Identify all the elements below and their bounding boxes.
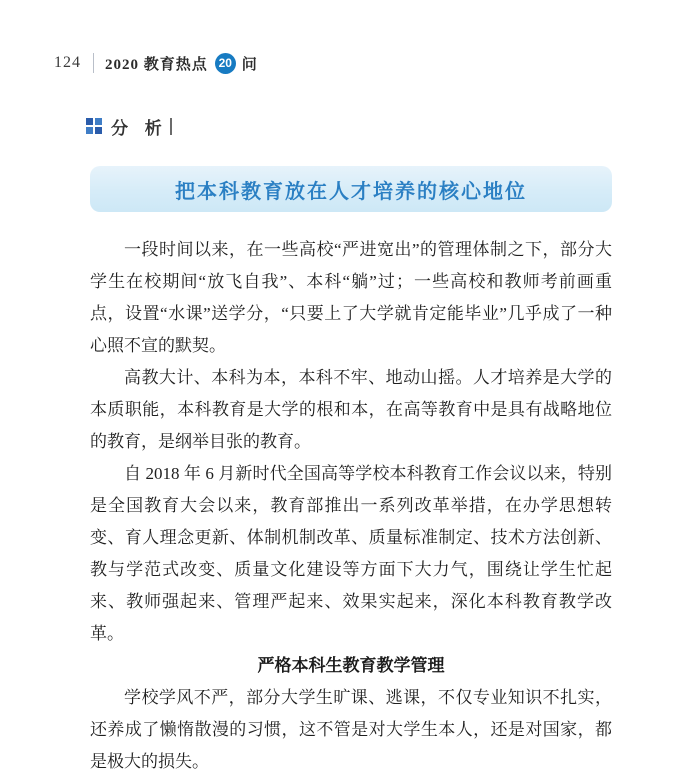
four-squares-icon bbox=[86, 118, 102, 134]
grid-square bbox=[86, 127, 93, 134]
headline-banner bbox=[90, 166, 612, 212]
page-number: 124 bbox=[54, 54, 81, 71]
paragraph: 学校学风不严，部分大学生旷课、逃课，不仅专业知识不扎实，还养成了懒惰散漫的习惯，这不管是对大学生本人，还是对国家，都是极大的损失。 bbox=[90, 688, 612, 771]
header-divider bbox=[93, 53, 94, 73]
page-header bbox=[54, 52, 257, 74]
badge-20-icon: 20 bbox=[215, 53, 236, 74]
paragraph: 自 2018 年 6 月新时代全国高等学校本科教育工作会议以来，特别是全国教育大会以来，教育部推出一系列改革举措，在办学思想转变、育人理念更新、体制机制改革、质量标准制定、技术方法创新、教与学范式改变、质量文化建设等方面下大力气，围绕让学生忙起来、教师强起来、管理严起来、效果实起来，深化本科教育教学改革。 bbox=[90, 464, 612, 643]
grid-square bbox=[86, 118, 93, 125]
paragraph: 一段时间以来，在一些高校“严进宽出”的管理体制之下，部分大学生在校期间“放飞自我”、本科“躺”过；一些高校和教师考前画重点，设置“水课”送学分，“只要上了大学就肯定能毕业”几乎成了一种心照不宣的默契。 bbox=[90, 240, 612, 355]
headline-title: 把本科教育放在人才培养的核心地位 bbox=[175, 180, 527, 203]
article-subheading: 严格本科生教育教学管理 bbox=[257, 656, 445, 675]
paragraph: 高教大计、本科为本，本科不牢、地动山摇。人才培养是大学的本质职能，本科教育是大学的根和本，在高等教育中是具有战略地位的教育，是纲举目张的教育。 bbox=[90, 368, 612, 451]
article-body bbox=[90, 234, 612, 778]
section-marker bbox=[86, 116, 172, 136]
series-title-suffix: 问 bbox=[241, 56, 257, 73]
series-title: 2020 教育热点 bbox=[105, 56, 208, 73]
grid-square bbox=[95, 118, 102, 125]
section-label: 分 析 bbox=[111, 118, 168, 138]
section-tail-bar bbox=[170, 118, 172, 135]
grid-square bbox=[95, 127, 102, 134]
